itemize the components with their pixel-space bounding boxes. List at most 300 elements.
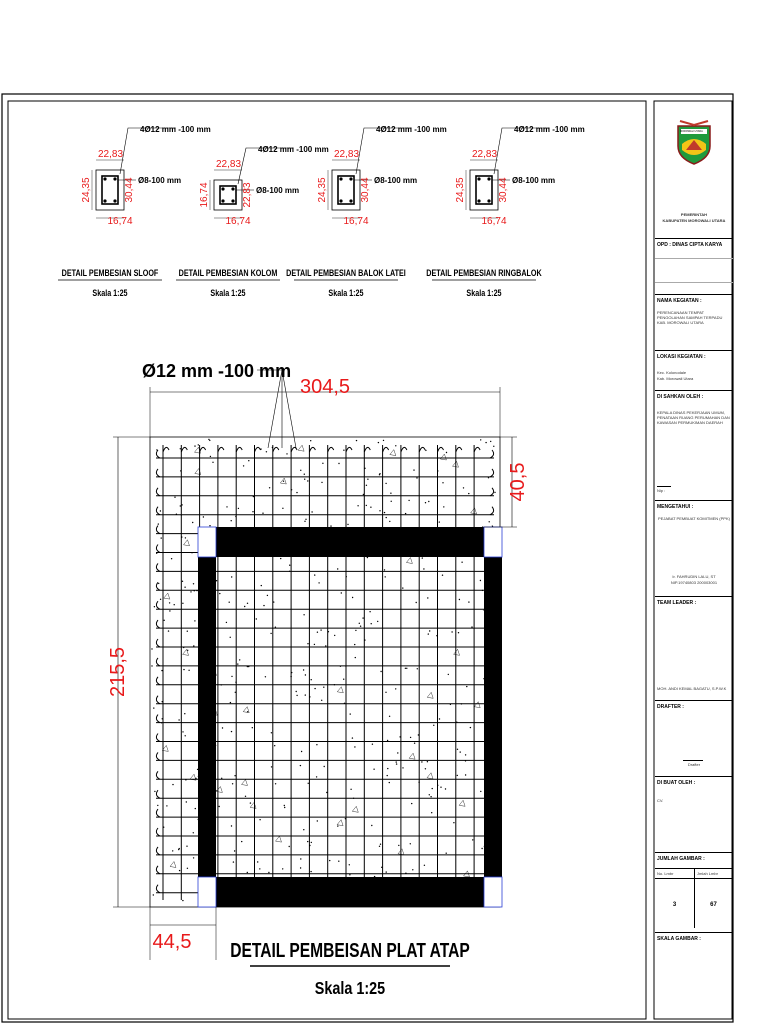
hatch-dot <box>385 576 386 577</box>
hatch-dot <box>412 869 413 870</box>
hatch-dot <box>430 796 431 797</box>
hatch-dot <box>371 623 372 624</box>
logo-text: MOROWALI UTARA <box>680 130 703 133</box>
hatch-dot <box>250 802 251 803</box>
hatch-dot <box>433 725 434 726</box>
hatch-dot <box>169 602 170 603</box>
hatch-dot <box>379 846 380 847</box>
hatch-dot <box>275 783 276 784</box>
hatch-dot <box>343 450 344 451</box>
hatch-dot <box>300 858 301 859</box>
jml-lmbr-value: 67 <box>710 902 717 908</box>
hatch-dot <box>151 648 152 649</box>
detail-title: DETAIL PEMBESIAN RINGBALOK <box>426 268 542 279</box>
hatch-dot <box>360 626 361 627</box>
hatch-dot <box>231 731 232 732</box>
mengetahui-value: PEJABAT PEMBUAT KOMITMEN (PPK) <box>658 516 730 521</box>
hatch-dot <box>151 665 152 666</box>
hatch-dot <box>310 871 311 872</box>
hatch-dot <box>216 580 217 581</box>
hatch-dot <box>429 794 430 795</box>
hatch-dot <box>405 513 406 514</box>
hatch-dot <box>282 868 283 869</box>
hatch-dot <box>172 784 173 785</box>
rebar-leader-3 <box>282 370 296 448</box>
hatch-dot <box>161 537 162 538</box>
hatch-dot <box>245 796 246 797</box>
section-detail <box>426 125 584 298</box>
hatch-dot <box>397 752 398 753</box>
org-line-2: KABUPATEN MOROWALI UTARA <box>662 218 726 223</box>
hatch-dot <box>238 508 239 509</box>
plate-dim-bottom: 44,5 <box>152 931 192 953</box>
hatch-dot <box>468 601 469 602</box>
hatch-dot <box>212 462 213 463</box>
hatch-dot <box>446 452 447 453</box>
hatch-dot <box>304 474 305 475</box>
hatch-dot <box>445 788 446 789</box>
hatch-dot <box>226 506 227 507</box>
plate-dim-right: 40,5 <box>507 462 529 502</box>
hatch-dot <box>387 768 388 769</box>
hatch-dot <box>174 497 175 498</box>
hatch-dot <box>300 867 301 868</box>
drafter-value: Drafter <box>687 762 701 767</box>
hatch-dot <box>425 768 426 769</box>
hatch-dot <box>303 614 304 615</box>
hatch-dot <box>352 597 353 598</box>
hatch-dot <box>411 803 412 804</box>
hatch-dot <box>244 606 245 607</box>
hatch-dot <box>493 446 494 447</box>
rebar-dot <box>231 199 234 202</box>
hatch-dot <box>439 521 440 522</box>
hatch-dot <box>180 448 181 449</box>
hatch-dot <box>355 657 356 658</box>
ppk-nip: NIP.19740803 200003001 <box>670 580 718 585</box>
hatch-dot <box>241 841 242 842</box>
hatch-dot <box>268 872 269 873</box>
hatch-dot <box>185 735 186 736</box>
rebar-leader-1 <box>268 370 282 448</box>
hatch-dot <box>157 805 158 806</box>
detail-scale: Skala 1:25 <box>92 288 128 299</box>
hatch-dot <box>192 522 193 523</box>
hatch-dot <box>231 576 232 577</box>
hatch-dot <box>248 460 249 461</box>
hatch-dot <box>283 481 284 482</box>
jumlah-label: JUMLAH GAMBAR : <box>657 856 705 862</box>
dim-height: 16,74 <box>199 182 210 208</box>
tb-divider <box>655 932 733 933</box>
hatch-dot <box>362 617 363 618</box>
hatch-dot <box>303 829 304 830</box>
rebar-dot <box>113 177 116 180</box>
hatch-dot <box>266 451 267 452</box>
no-lmbr-label: No. Lmbr <box>657 871 674 876</box>
dim-cover: 22,83 <box>216 159 242 170</box>
dim-height: 24,35 <box>455 177 466 203</box>
hatch-dot <box>386 871 387 872</box>
team-leader-name: MOH. ANDI KEMAL BAGATU, S.P.W.K <box>657 686 727 691</box>
hatch-dot <box>442 482 443 483</box>
hatch-dot <box>154 606 155 607</box>
plate-dim-top: 304,5 <box>299 376 351 398</box>
hatch-dot <box>186 801 187 802</box>
rebar-dot <box>113 199 116 202</box>
hatch-dot <box>396 763 397 764</box>
nama-kegiatan-value: PERENCANAAN TEMPAT PENGOLAHAN SAMPAH TERPADU KAB. MOROWALI UTARA <box>657 310 723 325</box>
hatch-dot <box>373 769 374 770</box>
hatch-dot <box>280 558 281 559</box>
hatch-dot <box>222 727 223 728</box>
hatch-dot <box>164 620 165 621</box>
hatch-dot <box>366 485 367 486</box>
hatch-dot <box>410 737 411 738</box>
hatch-dot <box>316 776 317 777</box>
title-block <box>655 100 733 1016</box>
tb-divider <box>655 350 733 351</box>
detail-scale: Skala 1:25 <box>328 288 364 299</box>
tb-divider <box>655 258 733 259</box>
hatch-dot <box>349 864 350 865</box>
hatch-dot <box>219 806 220 807</box>
hatch-dot <box>480 580 481 581</box>
hatch-dot <box>187 868 188 869</box>
hatch-dot <box>406 668 407 669</box>
dim-width: 16,74 <box>225 216 251 227</box>
column-corner-tl <box>198 527 216 557</box>
hatch-dot <box>314 644 315 645</box>
hatch-dot <box>271 732 272 733</box>
plate-dim-left: 215,5 <box>107 646 129 698</box>
tb-divider <box>655 852 733 853</box>
hatch-dot <box>233 861 234 862</box>
hatch-dot <box>270 633 271 634</box>
hatch-dot <box>354 746 355 747</box>
hatch-dot <box>317 632 318 633</box>
hatch-dot <box>305 519 306 520</box>
hatch-dot <box>413 469 414 470</box>
hatch-dot <box>311 511 312 512</box>
hatch-dot <box>384 512 385 513</box>
rebar-dot <box>103 199 106 202</box>
hatch-dot <box>188 670 189 671</box>
hatch-dot <box>305 694 306 695</box>
beam-left <box>198 557 216 877</box>
stirrup-label: Ø8-100 mm <box>138 176 182 185</box>
rebar-dot <box>349 199 352 202</box>
hatch-dot <box>389 716 390 717</box>
plate-detail <box>107 361 529 998</box>
stirrup-label: Ø8-100 mm <box>256 186 300 195</box>
hatch-dot <box>357 505 358 506</box>
hatch-dot <box>286 453 287 454</box>
hatch-dot <box>439 718 440 719</box>
rebar-dot <box>221 187 224 190</box>
hatch-dot <box>256 618 257 619</box>
hatch-dot <box>453 822 454 823</box>
rebar-dot <box>339 177 342 180</box>
stirrup-label: Ø8-100 mm <box>374 176 418 185</box>
hatch-dot <box>194 620 195 621</box>
hatch-dot <box>307 480 308 481</box>
hatch-dot <box>341 592 342 593</box>
hatch-dot <box>379 510 380 511</box>
dim-cover: 22,83 <box>98 149 124 160</box>
hatch-dot <box>171 558 172 559</box>
hatch-dot <box>323 687 324 688</box>
hatch-dot <box>428 633 429 634</box>
hatch-dot <box>352 737 353 738</box>
hatch-dot <box>257 861 258 862</box>
hatch-dot <box>405 668 406 669</box>
opd-label: OPD : DINAS CIPTA KARYA <box>657 242 723 248</box>
hatch-dot <box>425 502 426 503</box>
hatch-dot <box>349 874 350 875</box>
hatch-dot <box>259 819 260 820</box>
hatch-dot <box>389 521 390 522</box>
hatch-dot <box>184 713 185 714</box>
hatch-dot <box>252 511 253 512</box>
hatch-dot <box>379 473 380 474</box>
hatch-dot <box>324 766 325 767</box>
hatch-dot <box>303 669 304 670</box>
hatch-dot <box>169 610 170 611</box>
hatch-dot <box>304 521 305 522</box>
mengetahui-label: MENGETAHUI : <box>657 504 694 510</box>
hatch-dot <box>166 805 167 806</box>
plate-rebar-label: Ø12 mm -100 mm <box>142 361 292 381</box>
hatch-dot <box>386 517 387 518</box>
hatch-dot <box>271 766 272 767</box>
hatch-dot <box>480 791 481 792</box>
nama-kegiatan-label: NAMA KEGIATAN : <box>657 298 702 304</box>
hatch-dot <box>350 713 351 714</box>
hatch-dot <box>457 775 458 776</box>
hatch-dot <box>427 597 428 598</box>
hatch-dot <box>195 808 196 809</box>
hatch-dot <box>460 751 461 752</box>
detail-title: DETAIL PEMBESIAN KOLOM <box>178 268 278 279</box>
hatch-dot <box>359 623 360 624</box>
hatch-dot <box>296 691 297 692</box>
hatch-dot <box>330 525 331 526</box>
dim-width: 16,74 <box>481 216 507 227</box>
hatch-dot <box>337 825 338 826</box>
hatch-dot <box>425 450 426 451</box>
rebar-dot <box>487 199 490 202</box>
dim-width: 16,74 <box>107 216 133 227</box>
column-corner-br <box>484 877 502 907</box>
hatch-dot <box>314 574 315 575</box>
hatch-dot <box>161 670 162 671</box>
hatch-dot <box>424 865 425 866</box>
hatch-dot <box>267 595 268 596</box>
hatch-dot <box>259 868 260 869</box>
hatch-dot <box>422 557 423 558</box>
hatch-dot <box>304 479 305 480</box>
hatch-dot <box>158 523 159 524</box>
hatch-dot <box>193 645 194 646</box>
rebar-dot <box>477 177 480 180</box>
section-outline <box>214 180 242 210</box>
hatch-dot <box>184 587 185 588</box>
tb-divider <box>655 700 733 701</box>
nip-label: Nip : <box>657 488 666 493</box>
hatch-dot <box>232 783 233 784</box>
hatch-dot <box>466 686 467 687</box>
hatch-dot <box>263 605 264 606</box>
hatch-dot <box>284 807 285 808</box>
hatch-dot <box>203 516 204 517</box>
dim-height: 24,35 <box>317 177 328 203</box>
detail-title: DETAIL PEMBESIAN BALOK LATEI <box>286 268 406 279</box>
dim-inner: 22,83 <box>242 182 253 208</box>
hatch-dot <box>428 501 429 502</box>
hatch-dot <box>372 744 373 745</box>
hatch-dot <box>457 749 458 750</box>
hatch-dot <box>458 632 459 633</box>
team-leader-label: TEAM LEADER : <box>657 600 697 606</box>
hatch-dot <box>480 439 481 440</box>
rebar-dot <box>103 177 106 180</box>
hatch-dot <box>446 853 447 854</box>
hatch-dot <box>350 789 351 790</box>
hatch-dot <box>301 751 302 752</box>
rebar-dot <box>487 177 490 180</box>
hatch-dot <box>317 820 318 821</box>
hatch-dot <box>402 767 403 768</box>
hatch-dot <box>380 844 381 845</box>
dibuat-label: DI BUAT OLEH : <box>657 780 696 786</box>
hatch-dot <box>355 630 356 631</box>
hatch-dot <box>178 719 179 720</box>
hatch-dot <box>153 894 154 895</box>
hatch-dot <box>367 479 368 480</box>
hatch-dot <box>427 761 428 762</box>
bar-label: 4Ø12 mm -100 mm <box>514 125 585 134</box>
hatch-dot <box>261 585 262 586</box>
hatch-dot <box>367 557 368 558</box>
hatch-dot <box>396 761 397 762</box>
beam-bottom <box>216 877 484 907</box>
hatch-dot <box>183 669 184 670</box>
tb-divider <box>655 294 733 295</box>
hatch-dot <box>231 676 232 677</box>
hatch-dot <box>182 900 183 901</box>
hatch-dot <box>316 744 317 745</box>
disahkan-label: DI SAHKAN OLEH : <box>657 394 704 400</box>
bar-label: 4Ø12 mm -100 mm <box>258 145 329 154</box>
hatch-dot <box>239 659 240 660</box>
hatch-dot <box>180 505 181 506</box>
hatch-dot <box>471 626 472 627</box>
hatch-dot <box>168 630 169 631</box>
hatch-dot <box>431 812 432 813</box>
hatch-dot <box>300 470 301 471</box>
hatch-dot <box>289 846 290 847</box>
hatch-dot <box>329 860 330 861</box>
detail-scale: Skala 1:25 <box>210 288 246 299</box>
hatch-dot <box>307 643 308 644</box>
tb-divider <box>655 500 733 501</box>
hatch-dot <box>237 663 238 664</box>
hatch-dot <box>247 872 248 873</box>
hatch-dot <box>296 492 297 493</box>
hatch-dot <box>174 604 175 605</box>
hatch-dot <box>182 581 183 582</box>
tb-divider <box>655 238 733 239</box>
beam-right <box>484 557 502 877</box>
tb-divider <box>655 390 733 391</box>
hatch-dot <box>468 493 469 494</box>
hatch-dot <box>366 505 367 506</box>
dim-cover: 22,83 <box>472 149 498 160</box>
lokasi-label: LOKASI KEGIATAN : <box>657 354 706 360</box>
hatch-dot <box>337 568 338 569</box>
hatch-dot <box>387 775 388 776</box>
detail-title: DETAIL PEMBESIAN SLOOF <box>61 268 159 279</box>
hatch-dot <box>320 629 321 630</box>
dim-inner: 30,44 <box>498 177 509 203</box>
hatch-dot <box>274 745 275 746</box>
hatch-dot <box>231 825 232 826</box>
hatch-dot <box>347 524 348 525</box>
hatch-dot <box>343 679 344 680</box>
dim-height: 24,35 <box>81 177 92 203</box>
no-lmbr-value: 3 <box>672 902 677 908</box>
dim-inner: 30,44 <box>124 177 135 203</box>
hatch-dot <box>289 565 290 566</box>
drafter-label: DRAFTER : <box>657 704 684 710</box>
hatch-dot <box>429 630 430 631</box>
hatch-dot <box>182 731 183 732</box>
hatch-dot <box>489 521 490 522</box>
hatch-dot <box>193 857 194 858</box>
hatch-dot <box>158 583 159 584</box>
plate-scale: Skala 1:25 <box>314 978 386 999</box>
hatch-dot <box>442 575 443 576</box>
hatch-dot <box>370 507 371 508</box>
hatch-dot <box>209 525 210 526</box>
hatch-dot <box>252 727 253 728</box>
hatch-dot <box>369 611 370 612</box>
plate-title: DETAIL PEMBEISAN PLAT ATAP <box>230 939 470 962</box>
hatch-dot <box>459 599 460 600</box>
hatch-dot <box>226 622 227 623</box>
hatch-dot <box>338 463 339 464</box>
hatch-dot <box>398 845 399 846</box>
bar-leader <box>494 128 550 174</box>
tb-divider <box>655 596 733 597</box>
hatch-dot <box>321 700 322 701</box>
hatch-dot <box>153 707 154 708</box>
bar-leader <box>120 128 176 174</box>
signature-line <box>683 760 703 761</box>
disahkan-value: KEPALA DINAS PEKERJAAN UMUM, PENATAAN RUANG PERUMAHAN DAN KAWASAN PERMUKIMAN DAERAH <box>657 410 730 425</box>
hatch-dot <box>423 568 424 569</box>
rebar-dot <box>477 199 480 202</box>
dibuat-value: CV. <box>657 798 664 803</box>
hatch-dot <box>262 513 263 514</box>
hatch-dot <box>395 445 396 446</box>
hatch-dot <box>390 493 391 494</box>
hatch-dot <box>190 591 191 592</box>
hatch-dot <box>385 483 386 484</box>
hatch-dot <box>234 850 235 851</box>
jml-lmbr-label: Jmlah Lmbr <box>697 871 718 876</box>
